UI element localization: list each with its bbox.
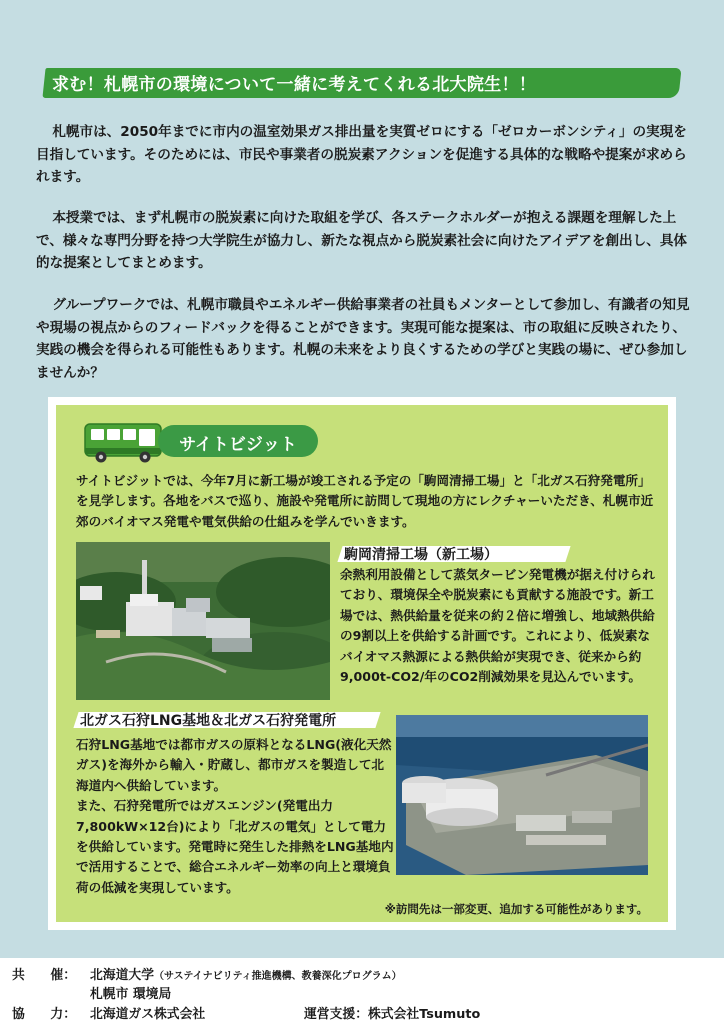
lng-heading [76,709,386,731]
komaoka-description: 余熱利用設備として蒸気タービン発電機が据え付けられており、環境保全や脱炭素にも貢献する施設です。新工場では、熱供給量を従来の約２倍に増強し、地域熱供給の9割以上を供給する計画です。これにより、低炭素なバイオマス熱源による熱供給が実現でき、従来から約9,000t-CO2/年のCO2削減効果を見込んでいます。 [340,567,655,685]
footer-coop-row [12,1003,205,1022]
footer-host-row [12,964,402,983]
footer-host-main: 北海道大学 [90,968,154,983]
visit-change-note: ※訪問先は一部変更、追加する可能性があります。 [384,902,648,916]
lng-title: 北ガス石狩LNG基地＆北ガス石狩発電所 [80,713,337,729]
lng-description [76,735,396,898]
footer [0,958,724,1024]
intro-paragraph-2: 本授業では、まず札幌市の脱炭素に向けた取組を学び、各ステークホルダーが抱える課題を理解した上で、様々な専門分野を持つ大学院生が協力し、新たな視点から脱炭素社会に向けたアイデアを創出し、具体的な提案としてまとめます。 [36,210,688,271]
site-visit-intro: サイトビジットでは、今年7月に新工場が竣工される予定の「駒岡清掃工場」と「北ガス石狩発電所」を見学します。各地をバスで巡り、施設や発電所に訪問して現地の方にレクチャーいただき、札幌市近郊のバイオマス発電や電気供給の仕組みを学んでいきます。 [76,473,654,529]
lng-description-2: また、石狩発電所ではガスエンジン(発電出力7,800kW×12台)により「北ガスの電気」として電力を供給しています。発電時に発生した排熱をLNG基地内で活用することで、総合エネルギー効率の向上と環境負荷の低減を実現しています。 [76,798,394,895]
footer-host-label: 共 催： [12,968,76,983]
footer-host-second: 札幌市 環境局 [90,987,172,1002]
footer-coop-label: 協 力： [12,1007,76,1022]
bus-icon [83,422,163,464]
site-visit-panel [48,397,676,930]
site-visit-badge [158,425,318,457]
komaoka-plant-aerial-photo [76,542,330,700]
footer-support-label: 運営支援： [304,1007,368,1022]
komaoka-title: 駒岡清掃工場（新工場） [344,547,498,563]
site-visit-title: サイトビジット [179,435,297,455]
site-visit-panel-inner [56,405,668,922]
footer-coop-value: 北海道ガス株式会社 [90,1007,206,1022]
footer-host-sub: （サステイナビリティ推進機構、教養深化プログラム） [153,971,402,982]
footer-support-value: 株式会社Tsumuto [367,1007,481,1022]
footer-support-row [304,1003,480,1022]
headline-banner [44,66,680,100]
lng-description-1: 石狩LNG基地では都市ガスの原料となるLNG(液化天然ガス)を海外から輸入・貯蔵し、都市ガスを製造して北海道内へ供給しています。 [76,737,392,793]
komaoka-heading [340,543,584,565]
lng-terminal-aerial-photo [396,715,648,875]
headline-text: 求む！札幌市の環境について一緒に考えてくれる北大院生！！ [52,75,537,95]
intro-paragraph-3: グループワークでは、札幌市職員やエネルギー供給事業者の社員もメンターとして参加し、有識者の知見や現場の視点からのフィードバックを得ることができます。実現可能な提案は、市の取組に反映されたり、実践の機会を得られる可能性もあります。札幌の未来をより良くするための学びと実践の場に、ぜひ参加しませんか？ [36,297,690,381]
intro-paragraph-1: 札幌市は、2050年までに市内の温室効果ガス排出量を実質ゼロにする「ゼロカーボンシティ」の実現を目指しています。そのためには、市民や事業者の脱炭素アクションを促進する具体的な戦略や提案が求められます。 [36,124,687,185]
